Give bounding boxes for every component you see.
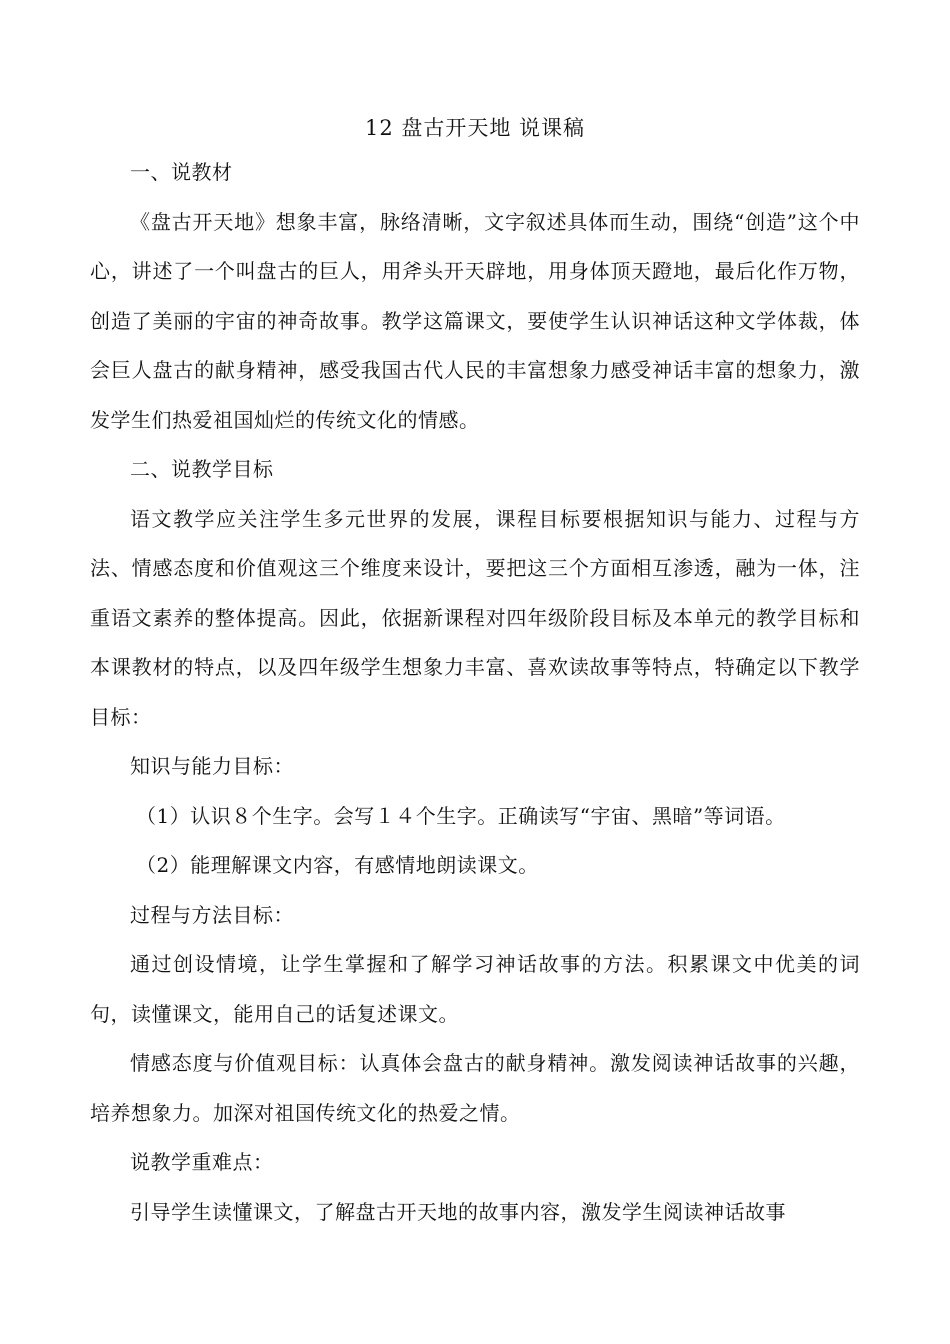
- document-title: 12 盘古开天地 说课稿: [364, 116, 586, 140]
- section-heading-textbook: 一、说教材: [130, 160, 233, 184]
- paragraph-process: 通过创设情境，让学生掌握和了解学习神话故事的方法。积累课文中优美的词句，读懂课文，能用自己的话复述课文。: [90, 952, 860, 1026]
- section-heading-goals: 二、说教学目标: [130, 457, 274, 481]
- paragraph-goals: 语文教学应关注学生多元世界的发展，课程目标要根据知识与能力、过程与方法、情感态度和价值观这三个维度来设计，要把这三个方面相互渗透，融为一体，注重语文素养的整体提高。因此，依据新课程对四年级阶段目标及本单元的教学目标和本课教材的特点，以及四年级学生想象力丰富、喜欢读故事等特点，特确定以下教学目标：: [90, 506, 860, 729]
- paragraph-textbook: 《盘古开天地》想象丰富，脉络清晰，文字叙述具体而生动，围绕“创造”这个中心，讲述了一个叫盘古的巨人，用斧头开天辟地，用身体顶天蹬地，最后化作万物，创造了美丽的宇宙的神奇故事。教学这篇课文，要使学生认识神话这种文学体裁，体会巨人盘古的献身精神，感受我国古代人民的丰富想象力感受神话丰富的想象力，激发学生们热爱祖国灿烂的传统文化的情感。: [90, 209, 860, 432]
- subheading-knowledge: 知识与能力目标：: [130, 754, 294, 778]
- list-item-knowledge-1: （1）认识８个生字。会写１４个生字。正确读写“宇宙、黑暗”等词语。: [136, 803, 786, 828]
- list-item-knowledge-2: （2）能理解课文内容，有感情地朗读课文。: [136, 853, 539, 877]
- document-body: [90, 110, 860, 1237]
- paragraph-emotion: 情感态度与价值观目标：认真体会盘古的献身精神。激发阅读神话故事的兴趣，培养想象力。加深对祖国传统文化的热爱之情。: [90, 1051, 860, 1125]
- subheading-difficulty: 说教学重难点：: [130, 1150, 274, 1174]
- subheading-process: 过程与方法目标：: [130, 902, 294, 927]
- paragraph-difficulty: 引导学生读懂课文，了解盘古开天地的故事内容，激发学生阅读神话故事: [130, 1199, 786, 1224]
